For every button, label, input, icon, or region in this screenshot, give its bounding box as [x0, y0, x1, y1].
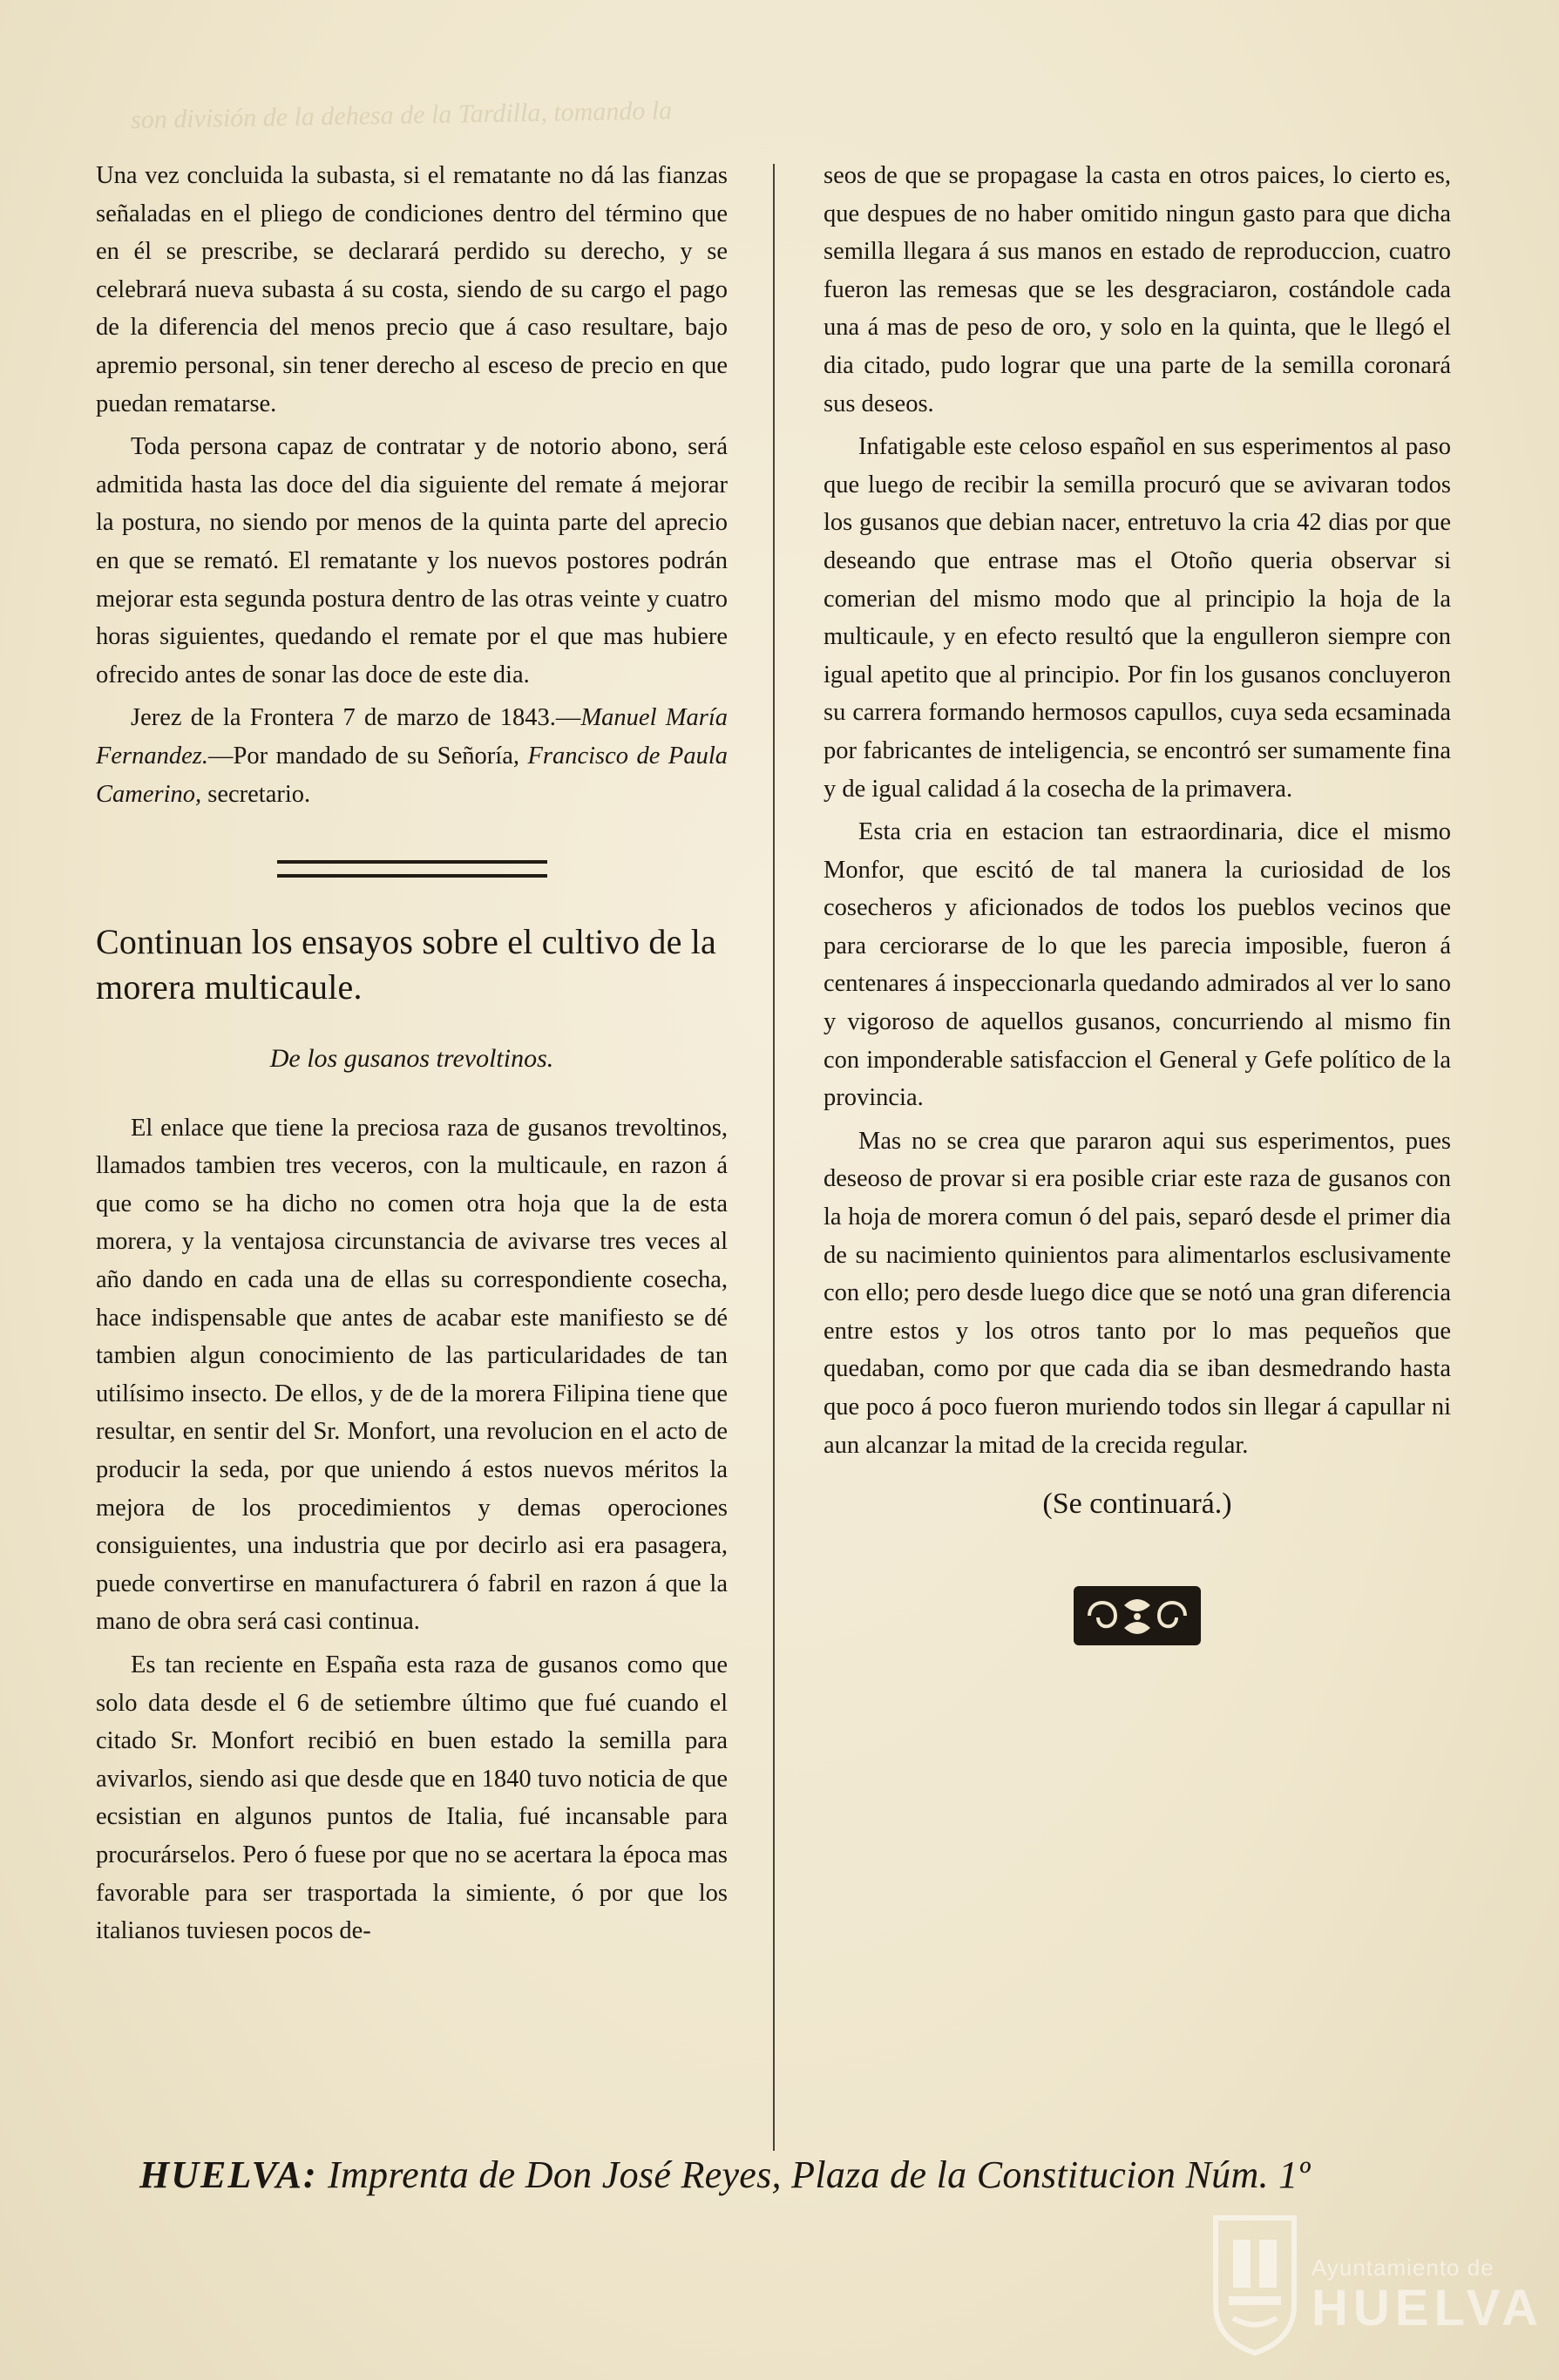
printer-imprint: [139, 2153, 1420, 2197]
watermark-small-text: Ayuntamiento de: [1312, 2255, 1495, 2281]
right-column: [824, 157, 1451, 1651]
right-paragraph-3: Esta cria en estacion tan estraordinaria, dice el mismo Monfor, que escitó de tal manera la curiosidad de los cosecheros y aficionados de todos los pueblos vecinos que para cerciorarse de lo que les parecia imposible, fueron á centenares á inspeccionarla quedando admirados al ver lo sano y vigoroso de aquellos gusanos, concurriendo al mismo fin con imponderable satisfaccion el General y Gefe político de la provincia.: [824, 818, 1451, 1112]
watermark: [1207, 2209, 1543, 2357]
left-column: [96, 157, 728, 1950]
signature-block: [96, 699, 728, 813]
auction-paragraph-1: Una vez concluida la subasta, si el rematante no dá las fianzas señaladas en el pliego de condiciones dentro del término que en él se prescribe, se declarará perdido su derecho, y se celebrará nueva subasta á su costa, siendo de su cargo el pago de la diferencia del menos precio que á caso resultare, bajo apremio personal, sin tener derecho al esceso de precio en que puedan rematarse.: [96, 162, 728, 417]
city-shield-icon: [1207, 2209, 1303, 2357]
right-paragraph-1: seos de que se propagase la casta en otros paices, lo cierto es, que despues de no haber omitido ningun gasto para que dicha semilla llegara á sus manos en estado de reproduccion, cuatro fueron las remesas que se les desgraciaron, costándole cada una á mas de peso de oro, y solo en la quinta, que le llegó el dia citado, pudo lograr que una parte de la semilla coronará sus deseos.: [824, 162, 1451, 417]
watermark-big-text: HUELVA: [1312, 2280, 1543, 2336]
to-be-continued: (Se continuará.): [1042, 1488, 1232, 1521]
ornament-icon: [1072, 1581, 1203, 1651]
bleed-through-text: son división de la dehesa de la Tardilla, tomando la: [130, 96, 673, 135]
auction-paragraph-2: Toda persona capaz de contratar y de notorio abono, será admitida hasta las doce del dia siguiente del remate á mejorar la postura, no siendo por menos de la quinta parte del aprecio en que se remató. El rematante y los nuevos postores podrán mejorar esta segunda postura dentro de las otras veinte y cuatro horas siguientes, quedando el remate por el que mas hubiere ofrecido antes de sonar las doce de este dia.: [96, 433, 728, 688]
column-divider: [773, 164, 775, 2151]
signature-mandate: —Por mandado de su Señoría,: [208, 742, 519, 770]
imprint-text: Imprenta de Don José Reyes, Plaza de la Constitucion Núm. 1º: [328, 2153, 1311, 2196]
section-title: Continuan los ensayos sobre el cultivo de la morera multicaule.: [96, 922, 717, 1007]
article-paragraph-2: Es tan reciente en España esta raza de gusanos como que solo data desde el 6 de setiembre último que fué cuando el citado Sr. Monfort recibió en buen estado la semilla para avivarlos, siendo asi que desde que en 1840 tuvo noticia de que ecsistian en algunos puntos de Italia, fué incansable para procurárselos. Pero ó fuese por que no se acertara la época mas favorable para ser trasportada la simiente, ó por que los italianos tuviesen pocos de-: [96, 1651, 728, 1945]
section-subtitle: De los gusanos trevoltinos.: [269, 1044, 554, 1074]
right-paragraph-2: Infatigable este celoso español en sus esperimentos al paso que luego de recibir la semilla procuró que se avivaran todos los gusanos que debian nacer, entretuvo la cria 42 dias por que deseando que entrase mas el Otoño queria observar si comerian del mismo modo que al principio la hoja de la multicaule, y en efecto resultó que la engulleron siempre con igual apetito que al principio. Por fin los gusanos concluyeron su carrera formando hermosos capullos, cuya seda ecsaminada por fabricantes de inteligencia, se encontró ser sumamente fina y de igual calidad á la cosecha de la primavera.: [824, 433, 1451, 803]
right-paragraph-4: Mas no se crea que pararon aqui sus esperimentos, pues deseoso de provar si era posible criar este raza de gusanos con la hoja de morera comun ó del pais, separó desde el primer dia de su nacimiento quinientos para alimentarlos esclusivamente con ello; pero desde luego dice que se notó una gran diferencia entre estos y los otros tanto por lo mas pequeños que quedaban, como por que cada dia se iban desmedrando hasta que poco á poco fueron muriendo todos sin llegar á capullar ni aun alcanzar la mitad de la crecida regular.: [824, 1127, 1451, 1459]
signature-signer: Manuel María Fernandez.: [96, 704, 728, 770]
imprint-place: HUELVA:: [139, 2153, 318, 2196]
signature-secretary-role: secretario.: [207, 780, 311, 808]
section-divider: [277, 860, 547, 878]
signature-place-date: Jerez de la Frontera 7 de marzo de 1843.—: [131, 704, 581, 732]
article-paragraph-1: El enlace que tiene la preciosa raza de gusanos trevoltinos, llamados tambien tres veceros, con la multicaule, en razon á que como se ha dicho no comen otra hoja que la de esta morera, y la ventajosa circunstancia de avivarse tres veces al año dando en cada una de ellas su correspondiente cosecha, hace indispensable que antes de acabar este manifiesto se dé tambien algun conocimiento de las particularidades de tan utilísimo insecto. De ellos, y de de la morera Filipina tiene que resultar, en sentir del Sr. Monfort, una revolucion en el acto de producir la seda, por que uniendo á estos nuevos méritos la mejora de los procedimientos y demas operociones consiguientes, una industria que por decirlo asi era pasagera, puede convertirse en manufacturera ó fabril en razon á que la mano de obra será casi continua.: [96, 1114, 728, 1636]
signature-secretary: Francisco de Paula Camerino,: [96, 742, 729, 808]
